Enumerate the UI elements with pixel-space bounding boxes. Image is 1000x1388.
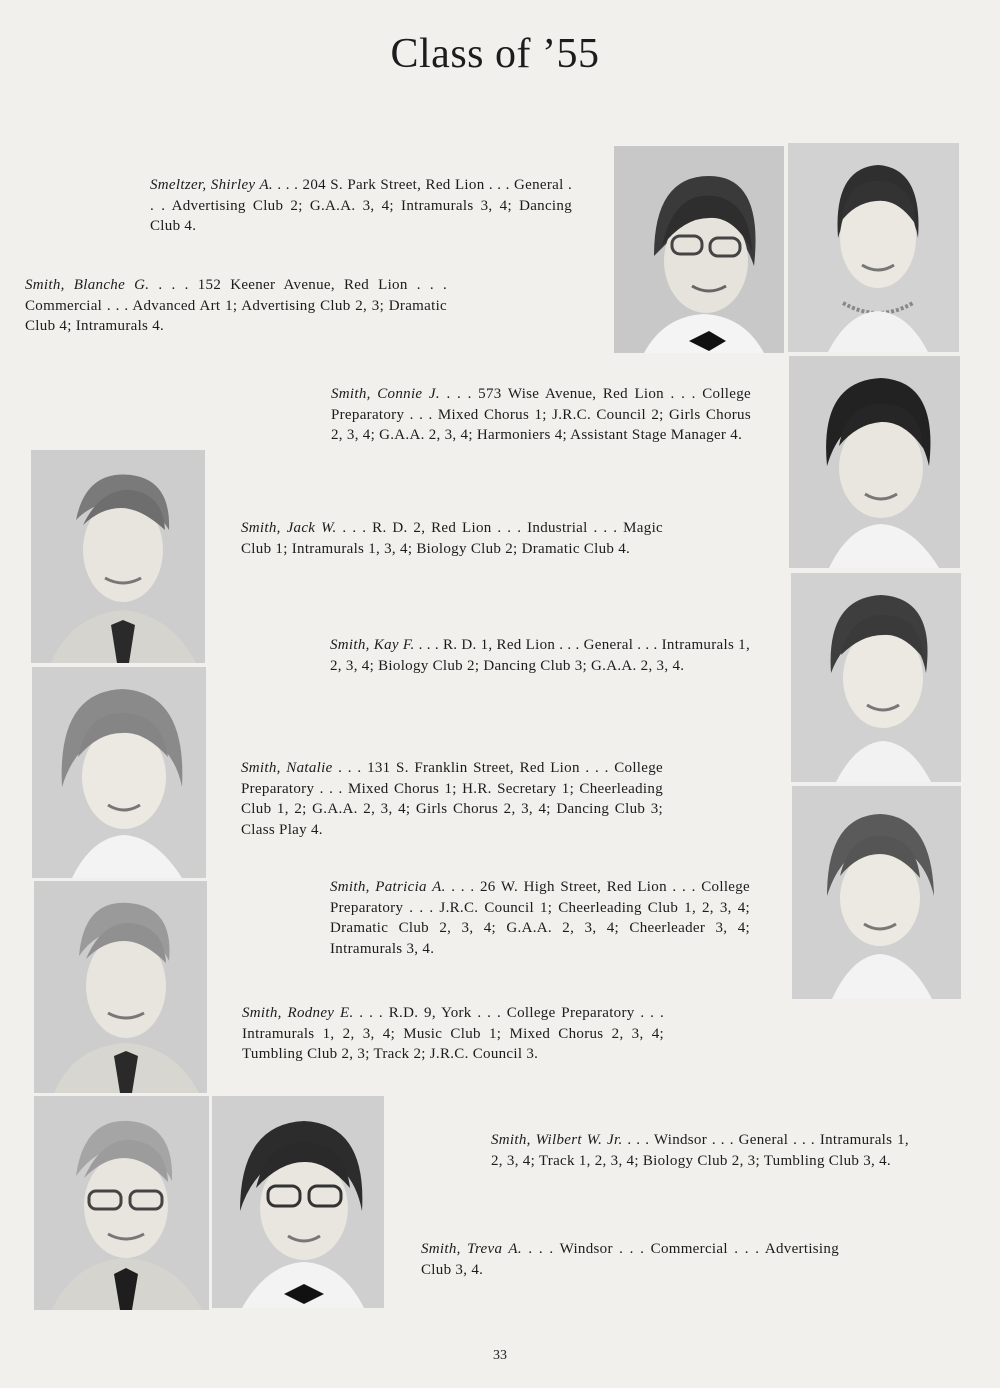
student-name: Smith, Jack W. [241, 520, 337, 536]
student-name: Smith, Rodney E. [242, 1005, 354, 1021]
portrait-photo-smith-blanche [788, 143, 959, 352]
student-name: Smith, Kay F. [330, 637, 415, 653]
page-number: 33 [493, 1348, 507, 1363]
entry-smith-rodney [242, 1003, 664, 1065]
student-details: . . . 26 W. High Street, Red Lion . . . College Preparatory . . . J.R.C. Council 1; Cheerleading Club 1, 2, 3, 4; Dramatic Club 2, 3, 4; G.A.A. 2, 3, 4; Cheerleader 3, 4; Intramurals 3, 4. [330, 879, 751, 957]
entry-smith-natalie [241, 758, 663, 840]
portrait-photo-smith-connie [789, 356, 960, 568]
student-name: Smith, Connie J. [331, 386, 440, 402]
entry-smith-connie [331, 384, 751, 446]
entry-smith-patricia [330, 877, 750, 959]
student-name: Smeltzer, Shirley A. [150, 177, 273, 193]
student-details: . . . 573 Wise Avenue, Red Lion . . . College Preparatory . . . Mixed Chorus 1; J.R.C. Council 2; Girls Chorus 2, 3, 4; G.A.A. 2, 3, 4; Harmoniers 4; Assistant Stage Manager 4. [331, 386, 751, 443]
entry-smith-kay [330, 635, 750, 676]
student-details: . . . R. D. 1, Red Lion . . . General . . . Intramurals 1, 2, 3, 4; Biology Club 2; Dancing Club 3; G.A.A. 2, 3, 4. [330, 637, 751, 674]
portrait-photo-smith-rodney [34, 881, 207, 1093]
entry-smith-treva [421, 1239, 839, 1280]
student-name: Smith, Patricia A. [330, 879, 446, 895]
entry-smith-blanche [25, 275, 447, 337]
portrait-photo-smith-patricia [792, 786, 961, 999]
portrait-photo-smith-jack [31, 450, 205, 663]
student-name: Smith, Treva A. [421, 1241, 522, 1257]
student-details: . . . R.D. 9, York . . . College Preparatory . . . Intramurals 1, 2, 3, 4; Music Club 1; Mixed Chorus 2, 3, 4; Tumbling Club 2, 3; Track 2; J.R.C. Council 3. [242, 1005, 665, 1062]
entry-smeltzer-shirley [150, 175, 572, 237]
student-details: . . . 204 S. Park Street, Red Lion . . . General . . . Advertising Club 2; G.A.A. 3, 4; Intramurals 3, 4; Dancing Club 4. [150, 177, 573, 234]
student-name: Smith, Blanche G. [25, 277, 150, 293]
page-title: Class of ’55 [390, 31, 600, 77]
portrait-photo-smith-wilbert [34, 1096, 209, 1310]
portrait-photo-smith-natalie [32, 667, 206, 878]
portrait-photo-smith-kay [791, 573, 961, 782]
student-details: . . . Windsor . . . General . . . Intramurals 1, 2, 3, 4; Track 1, 2, 3, 4; Biology Club 2, 3; Tumbling Club 3, 4. [491, 1132, 909, 1169]
student-name: Smith, Wilbert W. Jr. [491, 1132, 623, 1148]
portrait-photo-smith-treva [212, 1096, 384, 1308]
student-details: . . . R. D. 2, Red Lion . . . Industrial . . . Magic Club 1; Intramurals 1, 3, 4; Biology Club 2; Dramatic Club 4. [241, 520, 663, 557]
student-name: Smith, Natalie [241, 760, 333, 776]
student-details: . . . 131 S. Franklin Street, Red Lion . . . College Preparatory . . . Mixed Chorus 1; H.R. Secretary 1; Cheerleading Club 1, 2; G.A.A. 2, 3, 4; Girls Chorus 2, 3, 4; Dancing Club 3; Class Play 4. [241, 760, 663, 838]
student-details: . . . Windsor . . . Commercial . . . Advertising Club 3, 4. [421, 1241, 839, 1278]
portrait-photo-smeltzer-shirley [614, 146, 784, 353]
entry-smith-wilbert [491, 1130, 909, 1171]
student-details: . . . 152 Keener Avenue, Red Lion . . . Commercial . . . Advanced Art 1; Advertising Club 2, 3; Dramatic Club 4; Intramurals 4. [25, 277, 448, 334]
entry-smith-jack [241, 518, 663, 559]
